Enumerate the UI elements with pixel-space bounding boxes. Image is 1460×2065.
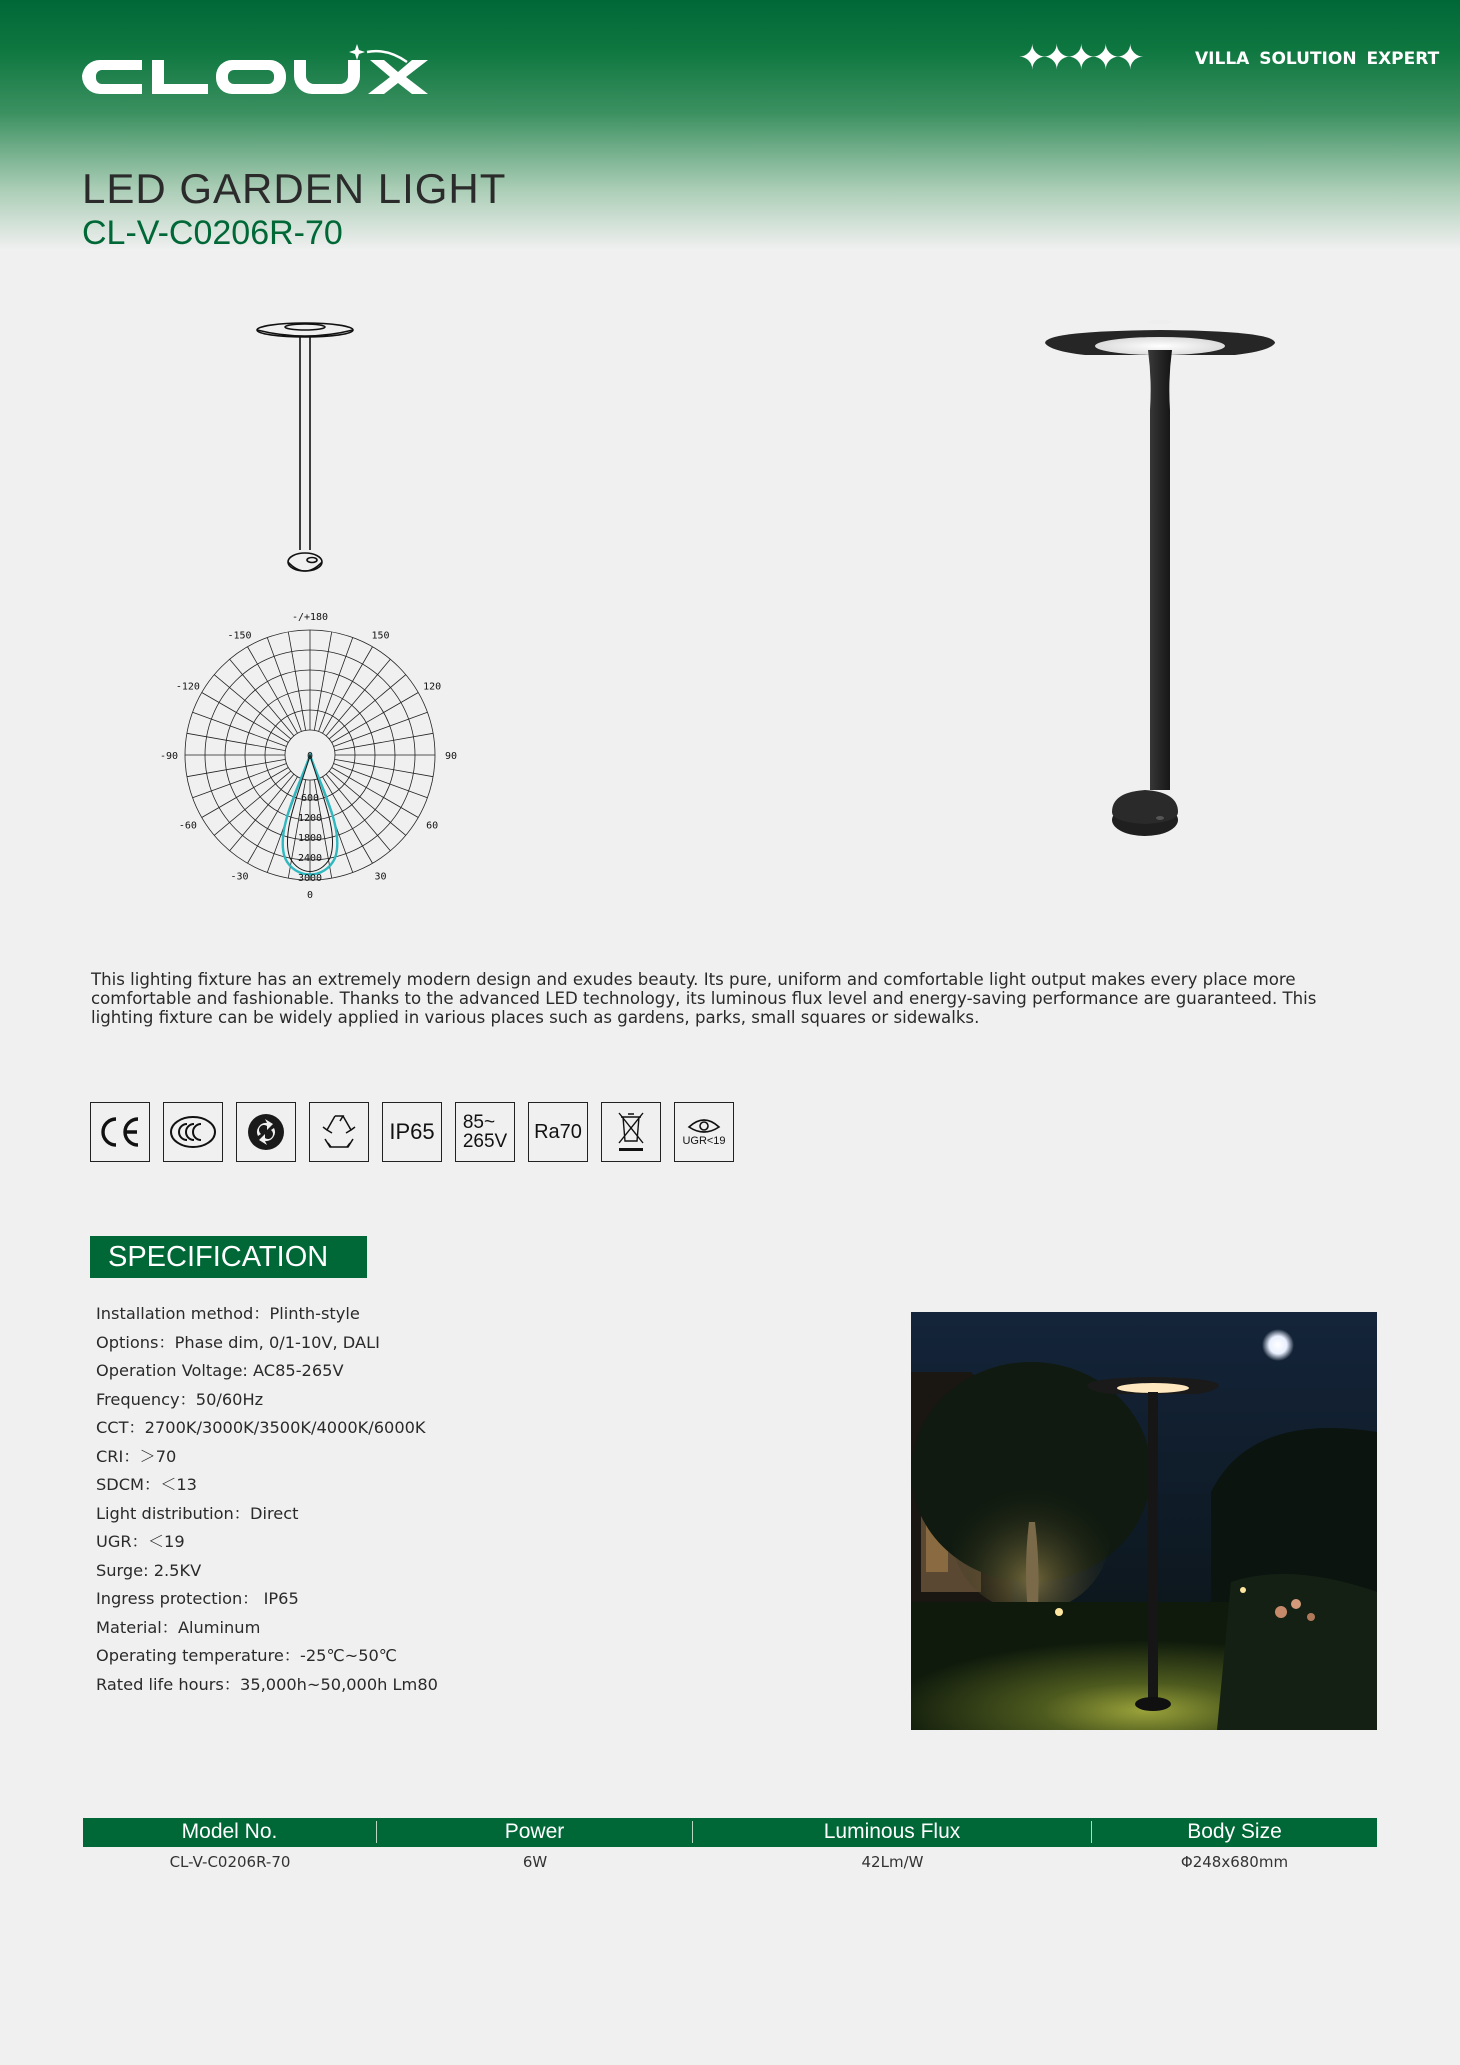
photometric-polar-chart — [150, 600, 470, 900]
ugr-eye-icon: UGR<19 — [674, 1102, 734, 1162]
polar-spoke — [333, 764, 427, 798]
ccc-icon — [163, 1102, 223, 1162]
spec-item: Light distribution：Direct — [96, 1503, 299, 1523]
header-body-size: Body Size — [1187, 1820, 1282, 1843]
spec-item: Frequency：50/60Hz — [96, 1389, 264, 1409]
header-tagline: VILLA SOLUTION EXPERT — [1195, 49, 1440, 69]
polar-radial-label: 600 — [300, 793, 320, 804]
table-header — [83, 1818, 1377, 1847]
product-model: CL-V-C0206R-70 — [82, 214, 343, 252]
spec-item: Operating temperature：-25℃~50℃ — [96, 1646, 397, 1665]
ip65-icon: IP65 — [382, 1102, 442, 1162]
cell-luminous-flux: 42Lm/W — [861, 1853, 924, 1871]
polar-radial-label: 2400 — [297, 853, 323, 864]
spec-item: CRI：＞70 — [96, 1446, 177, 1466]
polar-radial-label: 1800 — [297, 833, 323, 844]
cell-body-size: Φ248x680mm — [1180, 1853, 1289, 1871]
polar-angle-label: 60 — [426, 820, 439, 832]
polar-angle-label: -90 — [159, 751, 179, 762]
recycle-icon — [309, 1102, 369, 1162]
ra70-icon: Ra70 — [528, 1102, 588, 1162]
spec-item: Options：Phase dim, 0/1-10V, DALI — [96, 1332, 380, 1352]
header-power: Power — [377, 1821, 693, 1843]
specification-list — [96, 1300, 438, 1699]
polar-spoke — [267, 638, 301, 732]
spec-item: Material：Aluminum — [96, 1617, 261, 1637]
weee-bin-icon — [601, 1102, 661, 1162]
polar-spoke — [187, 759, 285, 776]
spec-item: CCT：2700K/3000K/3500K/4000K/6000K — [96, 1418, 426, 1437]
polar-angle-label: 120 — [423, 681, 442, 693]
polar-angle-label: 150 — [371, 630, 390, 642]
polar-spoke — [288, 632, 305, 730]
spec-item: Operation Voltage: AC85-265V — [96, 1361, 344, 1380]
polar-spoke — [314, 632, 331, 730]
polar-spoke — [187, 733, 285, 750]
rating-stars: ✦✦✦✦✦ — [1018, 38, 1141, 78]
polar-angle-label: -120 — [175, 681, 200, 693]
polar-angle-label: -/+180 — [291, 612, 329, 623]
spec-item: Ingress protection： IP65 — [96, 1589, 299, 1608]
polar-radial-label: 0 — [306, 751, 314, 762]
polar-angle-label: -30 — [230, 871, 249, 883]
polar-spoke — [319, 638, 353, 732]
polar-spoke — [193, 712, 287, 746]
polar-angle-label: -150 — [227, 630, 252, 642]
polar-radial-label: 3000 — [297, 873, 323, 884]
line-drawing-lamp — [240, 310, 370, 580]
polar-angle-label: 0 — [306, 890, 314, 900]
polar-spoke — [333, 712, 427, 746]
spec-item: Surge: 2.5KV — [96, 1560, 202, 1580]
model-table — [83, 1818, 1377, 1877]
ce-icon — [90, 1102, 150, 1162]
polar-spoke — [335, 733, 433, 750]
cell-power: 6W — [522, 1853, 548, 1871]
polar-angle-label: 30 — [374, 871, 387, 883]
spec-item: Rated life hours：35,000h~50,000h Lm80 — [96, 1674, 438, 1694]
polar-spoke — [193, 764, 287, 798]
cell-model-no: CL-V-C0206R-70 — [169, 1853, 291, 1871]
voltage-icon: 85~ 265V — [455, 1102, 515, 1162]
green-dot-icon — [236, 1102, 296, 1162]
product-title: LED GARDEN LIGHT — [82, 165, 507, 212]
polar-spoke — [335, 759, 433, 776]
spec-item: Installation method：Plinth-style — [96, 1304, 360, 1323]
table-row — [83, 1847, 1377, 1877]
product-description: This lighting fixture has an extremely modern design and exudes beauty. Its pure, uniform and comfortable light output makes every place more comfortable and fashionable. Thanks to the advanced LED technology, its luminous flux level and energy-saving performance are guaranteed. This lighting fixture can be widely applied in various places such as gardens, parks, small squares or sidewalks. — [91, 970, 1317, 1027]
certification-row — [90, 1102, 734, 1162]
polar-angle-label: 90 — [444, 751, 458, 762]
spec-item: UGR：＜19 — [96, 1532, 185, 1551]
polar-radial-label: 1200 — [297, 813, 323, 824]
cloux-logo — [82, 42, 437, 102]
product-photo — [1030, 310, 1290, 850]
polar-angle-label: -60 — [178, 820, 197, 832]
garden-night-photo — [911, 1312, 1377, 1730]
header-model-no: Model No. — [83, 1821, 377, 1843]
header-luminous-flux: Luminous Flux — [693, 1821, 1092, 1843]
specification-heading: SPECIFICATION — [90, 1236, 367, 1278]
spec-item: SDCM：＜13 — [96, 1475, 197, 1494]
